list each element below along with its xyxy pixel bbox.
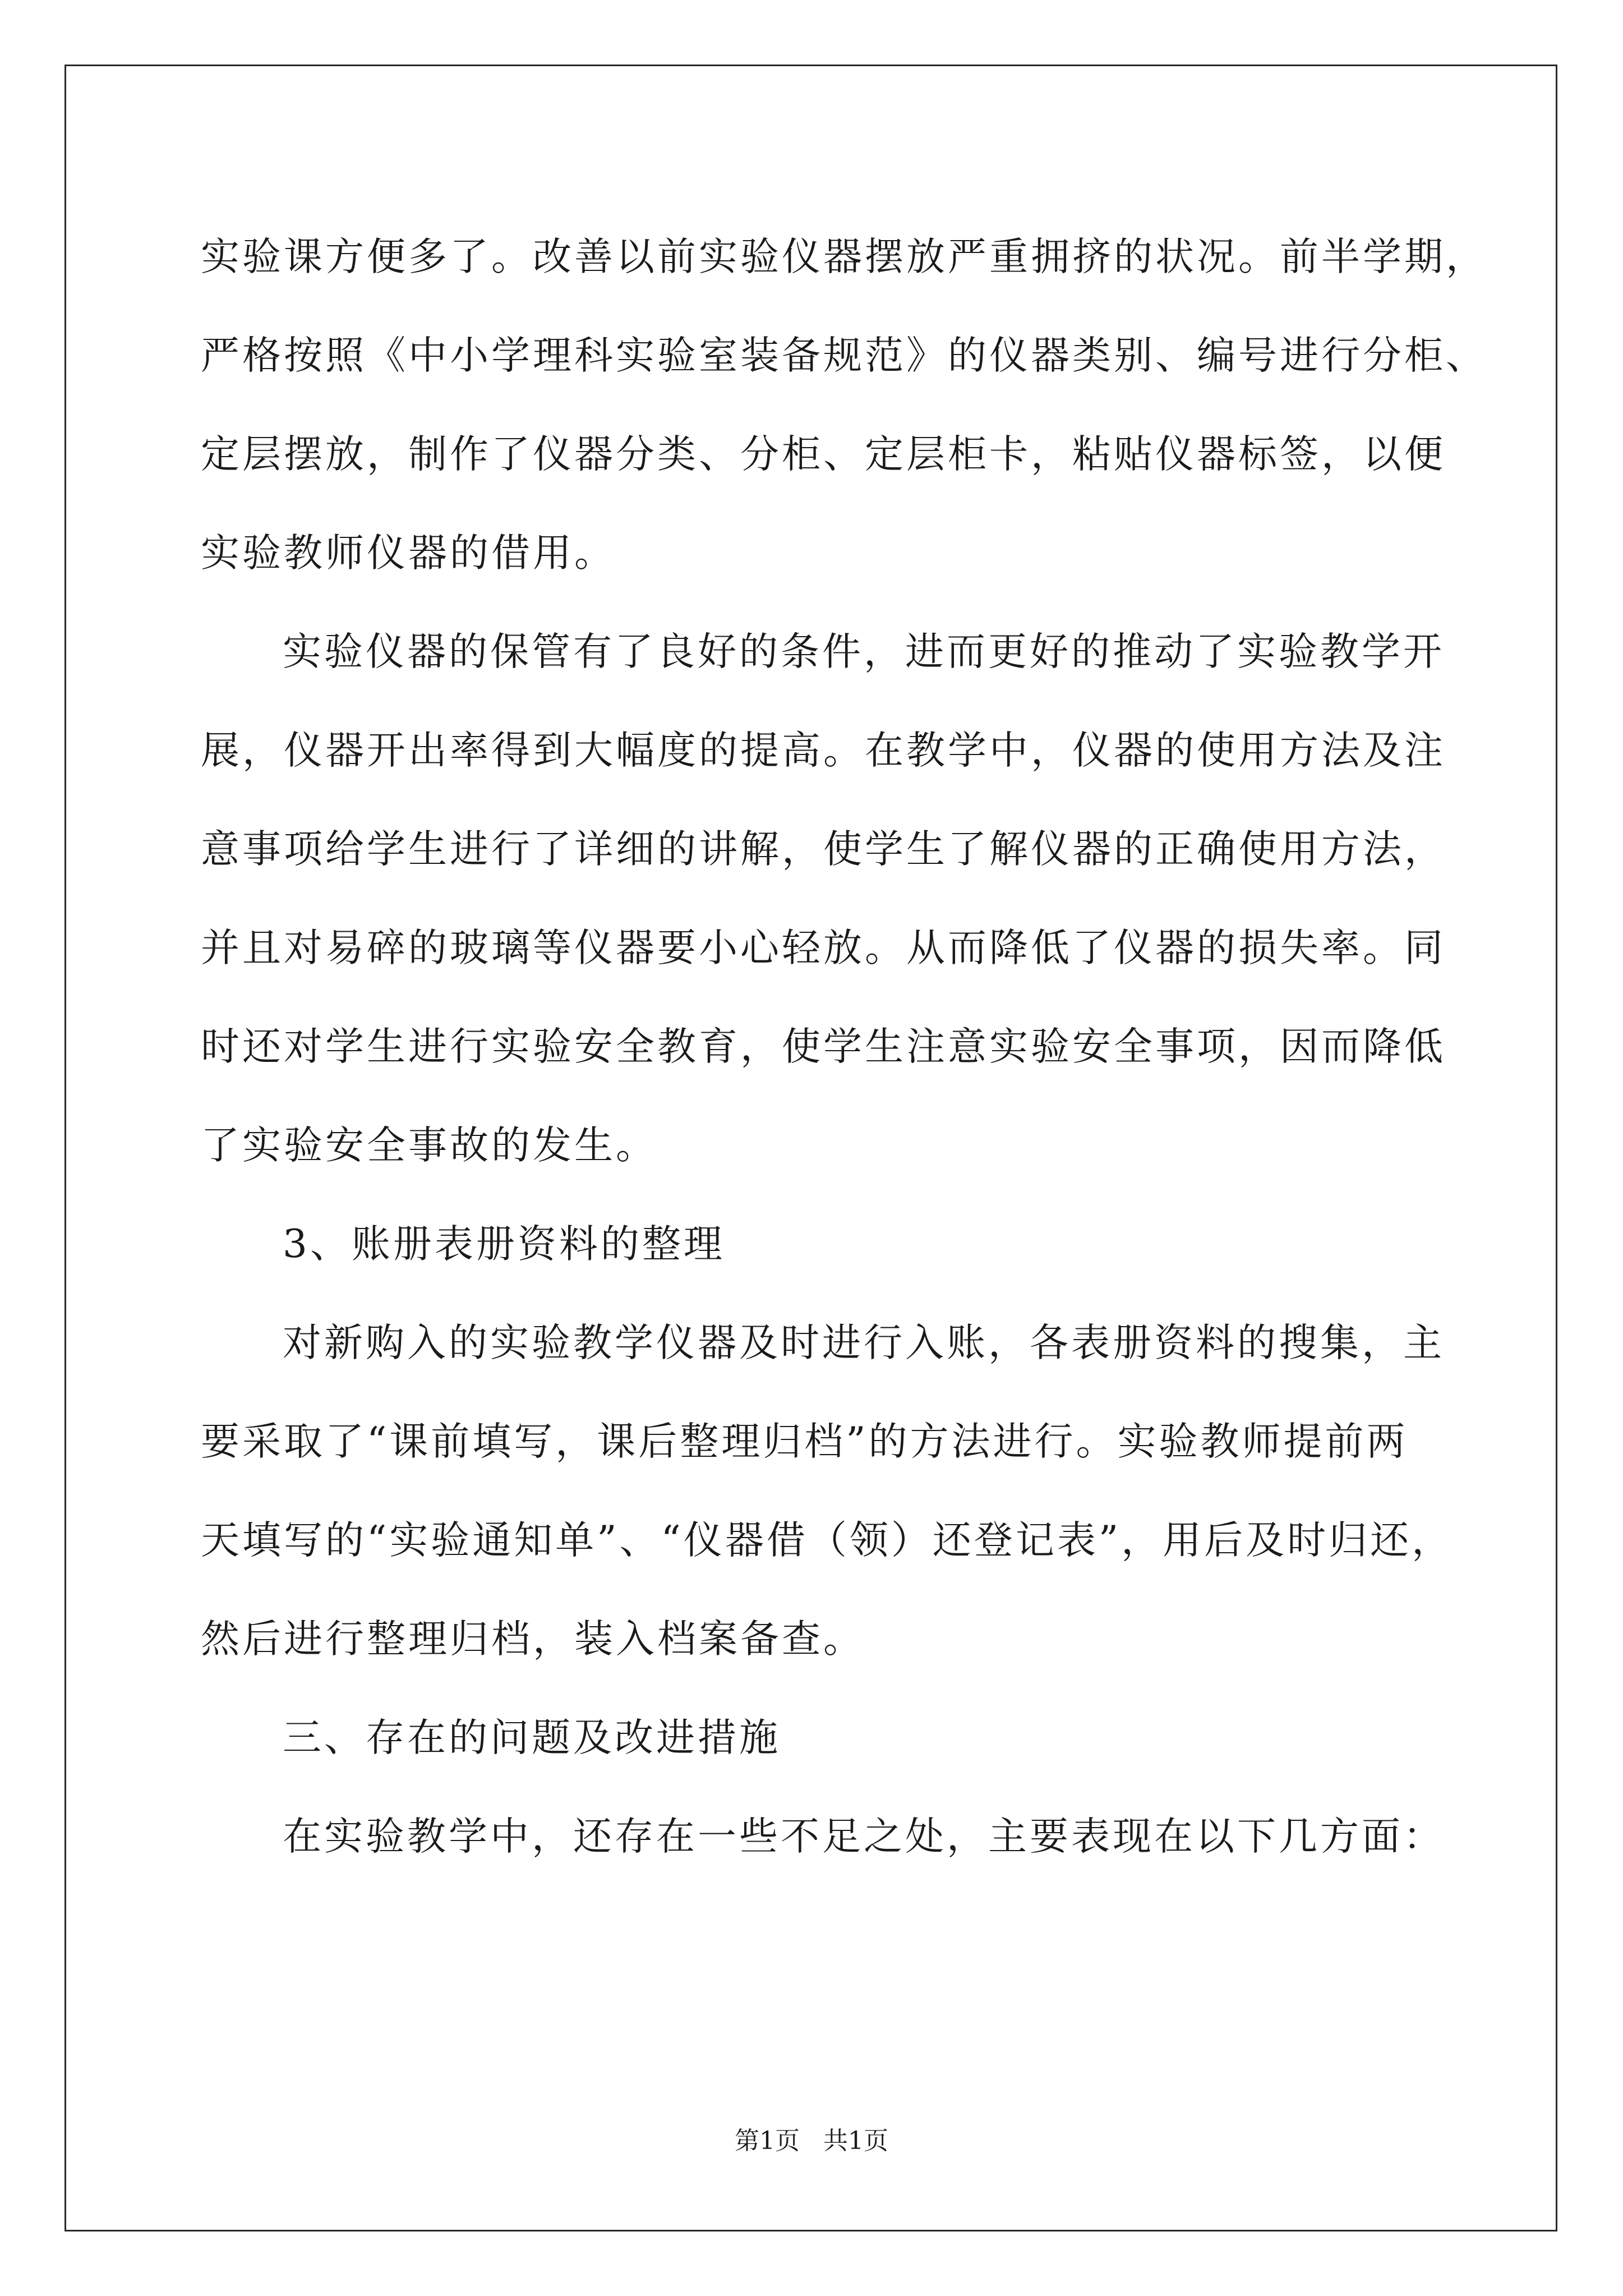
text-line: 然后进行整理归档，装入档案备查。 (201, 1617, 865, 1662)
text-line: 天填写的“实验通知单”、“仪器借（领）还登记表”，用后及时归还， (201, 1518, 1454, 1563)
text-line: 要采取了“课前填写，课后整理归档”的方法进行。实验教师提前两 (201, 1419, 1408, 1464)
page-number: 第1页 (735, 2127, 800, 2155)
text-line: 实验教师仪器的借用。 (201, 531, 616, 576)
text-line: 实验课方便多了。改善以前实验仪器摆放严重拥挤的状况。前半学期， (201, 234, 1487, 279)
text-line: 严格按照《中小学理科实验室装备规范》的仪器类别、编号进行分柜、 (201, 333, 1487, 378)
paragraph-3 (201, 1294, 1454, 1688)
text-line: 3、账册表册资料的整理 (283, 1222, 725, 1267)
paragraph-2 (201, 602, 1446, 1195)
paragraph-4 (201, 1787, 1445, 1886)
text-line: 并且对易碎的玻璃等仪器要小心轻放。从而降低了仪器的损失率。同 (201, 926, 1446, 970)
text-line: 三、存在的问题及改进措施 (283, 1715, 781, 1760)
text-line: 实验仪器的保管有了良好的条件，进而更好的推动了实验教学开 (283, 629, 1445, 674)
page-footer (0, 2120, 1623, 2156)
text-line: 时还对学生进行实验安全教育，使学生注意实验安全事项，因而降低 (201, 1024, 1446, 1069)
text-line: 定层摆放，制作了仪器分类、分柜、定层柜卡，粘贴仪器标签，以便 (201, 432, 1446, 477)
section-heading-ledgers (201, 1195, 1435, 1294)
document-body (201, 208, 1487, 1886)
text-line: 展，仪器开出率得到大幅度的提高。在教学中，仪器的使用方法及注 (201, 728, 1446, 773)
text-line: 在实验教学中，还存在一些不足之处，主要表现在以下几方面： (283, 1814, 1445, 1859)
text-line: 意事项给学生进行了详细的讲解，使学生了解仪器的正确使用方法， (201, 827, 1446, 872)
paragraph-1 (201, 208, 1487, 602)
page-total: 共1页 (823, 2127, 888, 2155)
section-heading-problems (201, 1688, 1435, 1787)
text-line: 对新购入的实验教学仪器及时进行入账，各表册资料的搜集，主 (283, 1320, 1445, 1365)
text-line: 了实验安全事故的发生。 (201, 1123, 657, 1168)
